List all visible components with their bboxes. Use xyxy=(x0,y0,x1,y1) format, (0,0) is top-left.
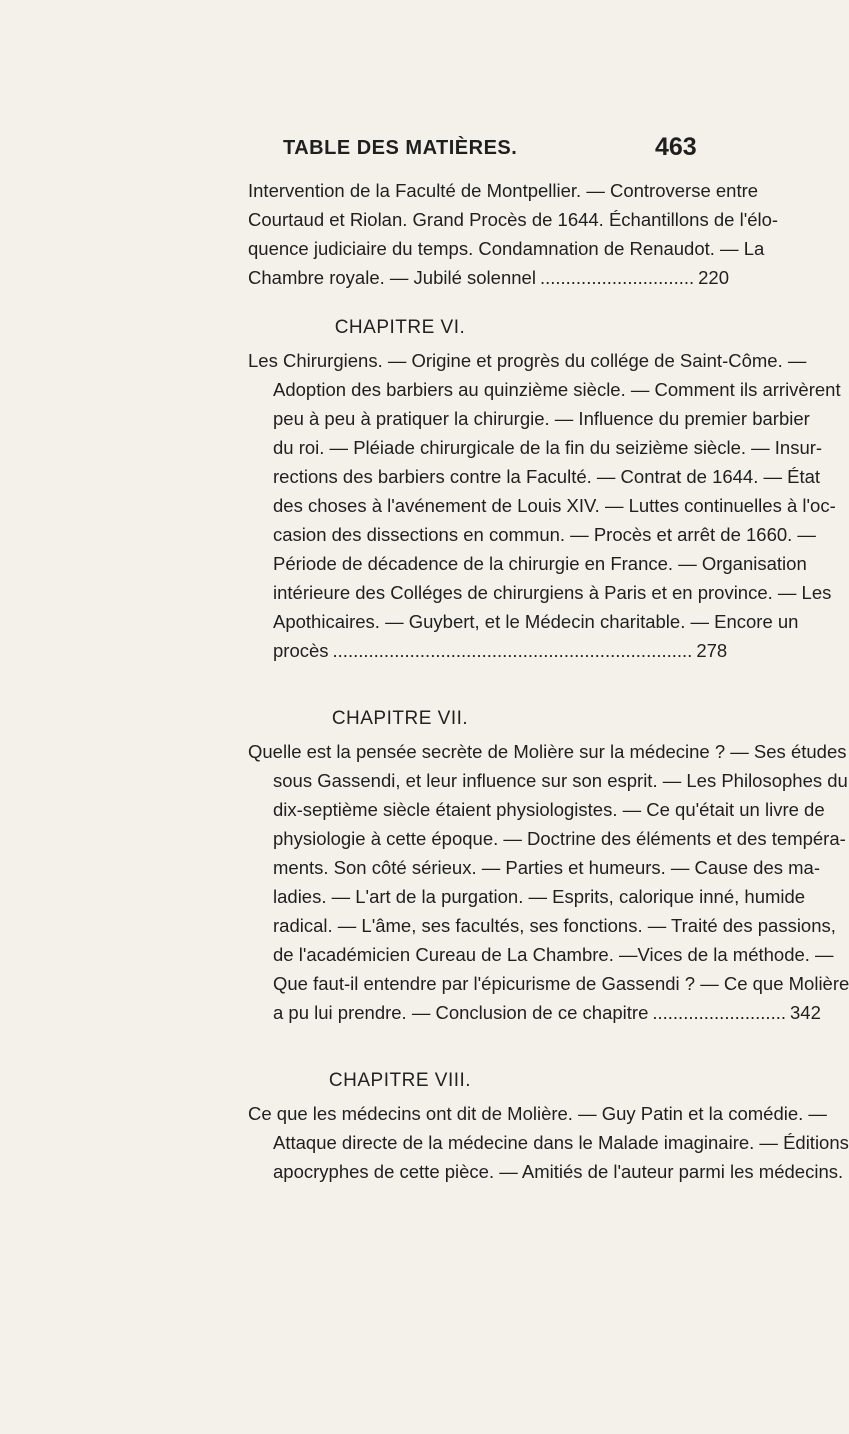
entry-last-line xyxy=(273,998,821,1027)
entry-line: sous Gassendi, et leur influence sur son esprit. — Les Philosophes du xyxy=(273,770,848,791)
chapter-heading: CHAPITRE VIII. xyxy=(328,1070,472,1091)
entry-line: du roi. — Pléiade chirurgicale de la fin du seizième siècle. — Insur- xyxy=(273,437,823,458)
entry-line: Adoption des barbiers au quinzième siècle. — Comment ils arrivèrent xyxy=(273,379,841,400)
leader-dots: .......................... xyxy=(652,1002,786,1023)
leader-dots: .............................. xyxy=(539,267,695,288)
entry-line: de l'académicien Cureau de La Chambre. —Vices de la méthode. — xyxy=(273,944,834,965)
entry-line: rections des barbiers contre la Faculté. — Contrat de 1644. — État xyxy=(273,466,821,487)
entry-last-line xyxy=(273,636,728,665)
entry-line: dix-septième siècle étaient physiologistes. — Ce qu'était un livre de xyxy=(273,799,825,820)
entry-line: quence judiciaire du temps. Condamnation de Renaudot. — La xyxy=(248,238,765,259)
entry-line: casion des dissections en commun. — Procès et arrêt de 1660. — xyxy=(273,524,816,545)
entry-line: Apothicaires. — Guybert, et le Médecin charitable. — Encore un xyxy=(273,611,799,632)
entry-line: physiologie à cette époque. — Doctrine des éléments et des tempéra- xyxy=(273,828,846,849)
entry-text: Chambre royale. — Jubilé solennel xyxy=(248,267,536,288)
chapter-heading: CHAPITRE VI. xyxy=(334,317,466,338)
entry-last-line xyxy=(248,263,730,292)
entry-text: procès xyxy=(273,640,329,661)
entry-line: Attaque directe de la médecine dans le Malade imaginaire. — Éditions xyxy=(273,1132,849,1153)
running-header xyxy=(0,133,800,173)
entry-line: Courtaud et Riolan. Grand Procès de 1644. Échantillons de l'élo- xyxy=(248,209,779,230)
entry-line: Quelle est la pensée secrète de Molière sur la médecine ? — Ses études xyxy=(248,741,847,762)
entry-page-ref: 278 xyxy=(696,640,728,661)
entry-text: a pu lui prendre. — Conclusion de ce chapitre xyxy=(273,1002,649,1023)
entry-line: des choses à l'avénement de Louis XIV. — Luttes continuelles à l'oc- xyxy=(273,495,836,516)
entry-line: Les Chirurgiens. — Origine et progrès du collége de Saint-Côme. — xyxy=(248,350,807,371)
entry-line: Période de décadence de la chirurgie en France. — Organisation xyxy=(273,553,807,574)
entry-line: Que faut-il entendre par l'épicurisme de Gassendi ? — Ce que Molière xyxy=(273,973,849,994)
chapter-heading: CHAPITRE VII. xyxy=(331,708,469,729)
leader-dots: ...................................................................... xyxy=(332,640,693,661)
running-title: TABLE DES MATIÈRES. xyxy=(283,137,518,159)
entry-line: apocryphes de cette pièce. — Amitiés de l'auteur parmi les médecins. xyxy=(273,1161,844,1182)
page-number: 463 xyxy=(655,133,697,161)
entry-line: Intervention de la Faculté de Montpellier. — Controverse entre xyxy=(248,180,759,201)
entry-line: ments. Son côté sérieux. — Parties et humeurs. — Cause des ma- xyxy=(273,857,821,878)
entry-line: peu à peu à pratiquer la chirurgie. — Influence du premier barbier xyxy=(273,408,810,429)
entry-page-ref: 220 xyxy=(698,267,730,288)
entry-page-ref: 342 xyxy=(790,1002,821,1023)
entry-line: Ce que les médecins ont dit de Molière. — Guy Patin et la comédie. — xyxy=(248,1103,827,1124)
entry-line: ladies. — L'art de la purgation. — Esprits, calorique inné, humide xyxy=(273,886,806,907)
entry-line: radical. — L'âme, ses facultés, ses fonctions. — Traité des passions, xyxy=(273,915,836,936)
entry-line: intérieure des Colléges de chirurgiens à Paris et en province. — Les xyxy=(273,582,832,603)
